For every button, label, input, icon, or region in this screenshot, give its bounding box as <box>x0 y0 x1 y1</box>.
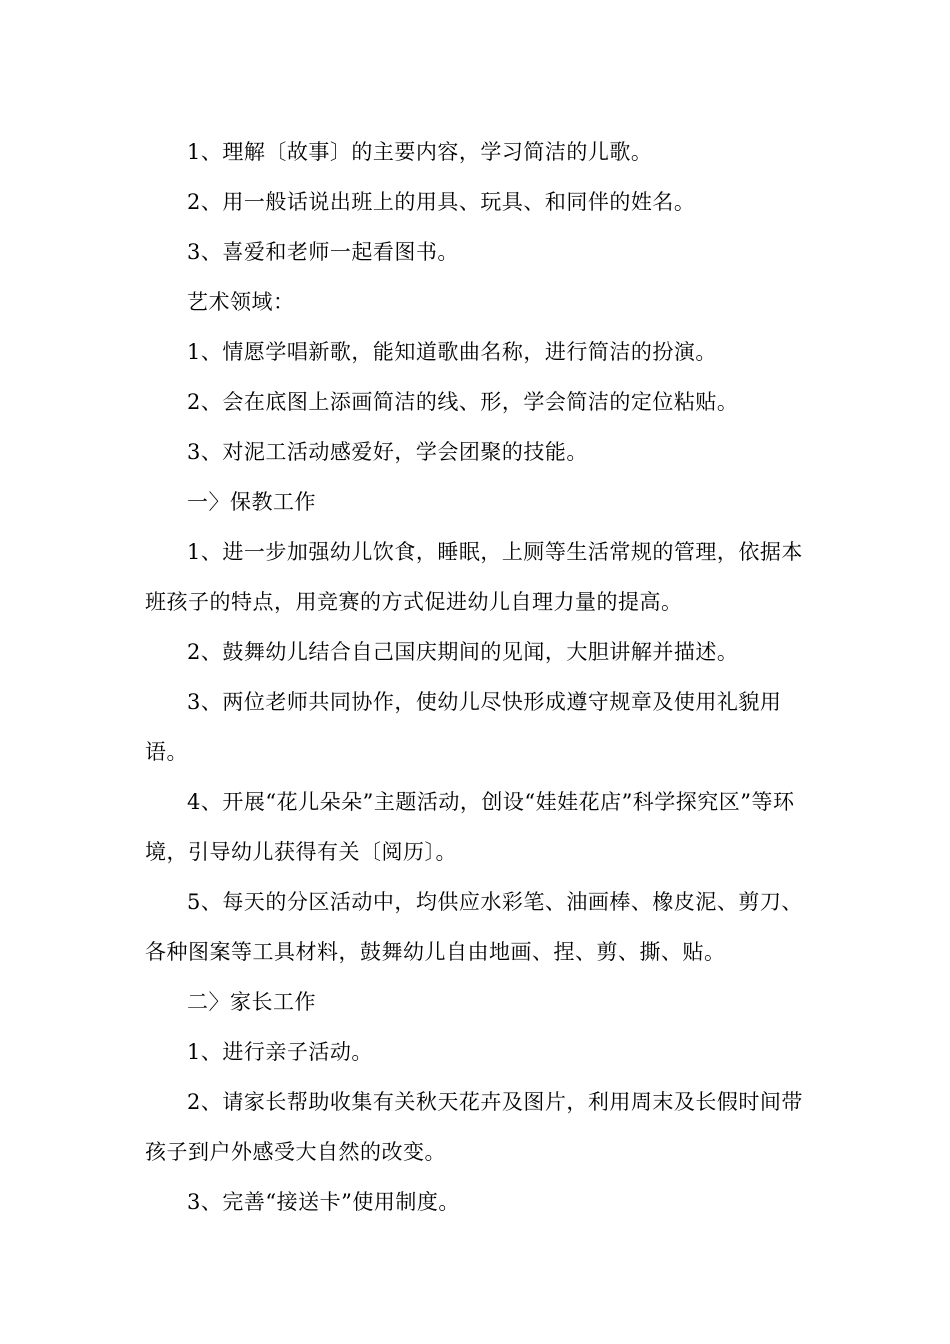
paragraph-3: 3、喜爱和老师一起看图书。 <box>187 240 459 264</box>
paragraph-10: 2、鼓舞幼儿结合自己国庆期间的见闻，大胆讲解并描述。 <box>187 640 739 664</box>
paragraph-1: 1、理解〔故事〕的主要内容，学习简洁的儿歌。 <box>187 140 653 164</box>
paragraph-9: 1、进一步加强幼儿饮食，睡眠，上厕等生活常规的管理，依据本班孩子的特点，用竞赛的方式促进幼儿自理力量的提高。 <box>145 540 803 614</box>
paragraph-16: 2、请家长帮助收集有关秋天花卉及图片，利用周末及长假时间带孩子到户外感受大自然的改变。 <box>145 1090 803 1164</box>
document-body <box>145 127 815 1227</box>
section-heading-care: 一〉保教工作 <box>187 490 316 514</box>
paragraph-13: 5、每天的分区活动中，均供应水彩笔、油画棒、橡皮泥、剪刀、各种图案等工具材料，鼓舞幼儿自由地画、捏、剪、撕、贴。 <box>145 890 803 964</box>
paragraph-15: 1、进行亲子活动。 <box>187 1040 373 1064</box>
paragraph-12: 4、开展“花儿朵朵”主题活动，创设“娃娃花店”科学探究区”等环境，引导幼儿获得有关〔阅历〕。 <box>145 790 795 864</box>
paragraph-5: 1、情愿学唱新歌，能知道歌曲名称，进行简洁的扮演。 <box>187 340 717 364</box>
paragraph-11: 3、两位老师共同协作，使幼儿尽快形成遵守规章及使用礼貌用语。 <box>145 690 782 764</box>
section-heading-art: 艺术领域： <box>187 290 295 314</box>
paragraph-7: 3、对泥工活动感爱好，学会团聚的技能。 <box>187 440 588 464</box>
paragraph-6: 2、会在底图上添画简洁的线、形，学会简洁的定位粘贴。 <box>187 390 739 414</box>
paragraph-2: 2、用一般话说出班上的用具、玩具、和同伴的姓名。 <box>187 190 696 214</box>
paragraph-17: 3、完善“接送卡”使用制度。 <box>187 1190 460 1214</box>
section-heading-parents: 二〉家长工作 <box>187 990 316 1014</box>
